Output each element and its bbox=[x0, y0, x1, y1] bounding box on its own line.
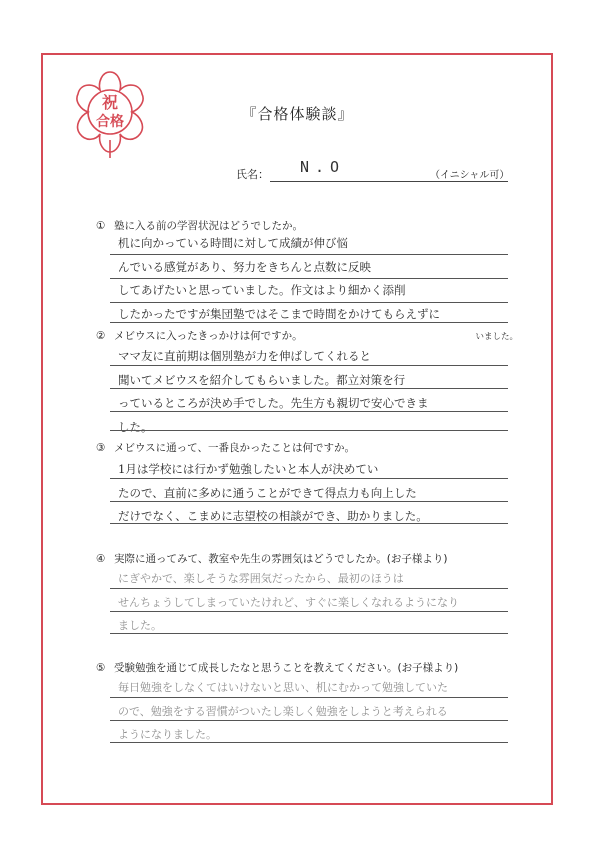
answer-line: ようになりました。 bbox=[118, 728, 217, 741]
name-underline bbox=[270, 181, 508, 182]
answer-line: ママ友に直前期は個別塾が力を伸ばしてくれると bbox=[118, 349, 371, 363]
question-number: ④ bbox=[96, 553, 106, 565]
answer-line: だけでなく、こまめに志望校の相談ができ、助かりました。 bbox=[118, 509, 428, 523]
answer-line: っているところが決め手でした。先生方も親切で安心できま bbox=[118, 396, 429, 410]
question-5 bbox=[96, 660, 458, 675]
answer-rule bbox=[110, 742, 508, 743]
answer-line: 聞いてメビウスを紹介してもらいました。都立対策を行 bbox=[118, 372, 406, 387]
stamp-text-1: 祝 bbox=[101, 93, 119, 112]
answer-line: 1月は学校には行かず勉強したいと本人が決めてい bbox=[118, 462, 379, 476]
answer-line-tail: いました。 bbox=[475, 332, 518, 342]
answer-line: した。 bbox=[118, 419, 153, 434]
question-2 bbox=[96, 328, 303, 343]
answer-line: ので、勉強をする習慣がついたし楽しく勉強をしようと考えられる bbox=[118, 704, 448, 718]
answer-line: たので、直前に多めに通うことができて得点力も向上した bbox=[118, 485, 417, 500]
answer-line: んでいる感覚があり、努力をきちんと点数に反映 bbox=[118, 259, 371, 274]
answer-rule bbox=[110, 302, 508, 303]
answer-rule bbox=[110, 411, 508, 412]
question-1 bbox=[96, 218, 303, 233]
question-number: ⑤ bbox=[96, 662, 106, 674]
answer-line: してあげたいと思っていました。作文はより細かく添削 bbox=[118, 283, 406, 297]
answer-rule bbox=[110, 388, 508, 389]
answer-rule bbox=[110, 322, 508, 323]
answer-3 bbox=[118, 458, 518, 529]
answer-rule bbox=[110, 633, 508, 634]
answer-rule bbox=[110, 720, 508, 721]
question-number: ② bbox=[96, 330, 106, 342]
answer-line: 机に向かっている時間に対して成績が伸び悩 bbox=[118, 236, 348, 250]
question-4 bbox=[96, 551, 447, 566]
name-note: （イニシャル可） bbox=[430, 170, 510, 181]
answer-rule bbox=[110, 365, 508, 366]
question-text: メビウスに入ったきっかけは何ですか。 bbox=[114, 330, 303, 342]
page-title: 『合格体験談』 bbox=[241, 105, 354, 123]
name-value: N.O bbox=[300, 158, 346, 176]
answer-rule bbox=[110, 501, 508, 502]
question-text: 塾に入る前の学習状況はどうでしたか。 bbox=[114, 220, 303, 232]
question-text: 実際に通ってみて、教室や先生の雰囲気はどうでしたか。(お子様より) bbox=[114, 553, 448, 565]
answer-rule bbox=[110, 254, 508, 255]
answer-line: ました。 bbox=[118, 619, 162, 632]
answer-line: せんちょうしてしまっていたけれど、すぐに楽しくなれるようになり bbox=[118, 595, 459, 609]
answer-rule bbox=[110, 278, 508, 279]
question-number: ① bbox=[96, 220, 106, 232]
question-text: 受験勉強を通じて成長したなと思うことを教えてください。(お子様より) bbox=[114, 662, 459, 674]
answer-line: 毎日勉強をしなくてはいけないと思い、机にむかって勉強していた bbox=[118, 681, 448, 694]
question-number: ③ bbox=[96, 442, 106, 454]
answer-rule bbox=[110, 611, 508, 612]
answer-2 bbox=[118, 345, 518, 439]
question-text: メビウスに通って、一番良かったことは何ですか。 bbox=[114, 442, 355, 454]
question-3 bbox=[96, 440, 355, 455]
answer-rule bbox=[110, 430, 508, 431]
answer-rule bbox=[110, 478, 508, 479]
answer-rule bbox=[110, 588, 508, 589]
answer-line: したかったですが集団塾ではそこまで時間をかけてもらえずに bbox=[118, 306, 440, 321]
answer-4 bbox=[118, 567, 518, 638]
answer-rule bbox=[110, 523, 508, 524]
answer-5 bbox=[118, 676, 518, 747]
name-label: 氏名： bbox=[236, 168, 269, 181]
answer-rule bbox=[110, 697, 508, 698]
stamp-text-2: 合格 bbox=[96, 114, 124, 130]
answer-line: にぎやかで、楽しそうな雰囲気だったから、最初のほうは bbox=[118, 572, 404, 585]
